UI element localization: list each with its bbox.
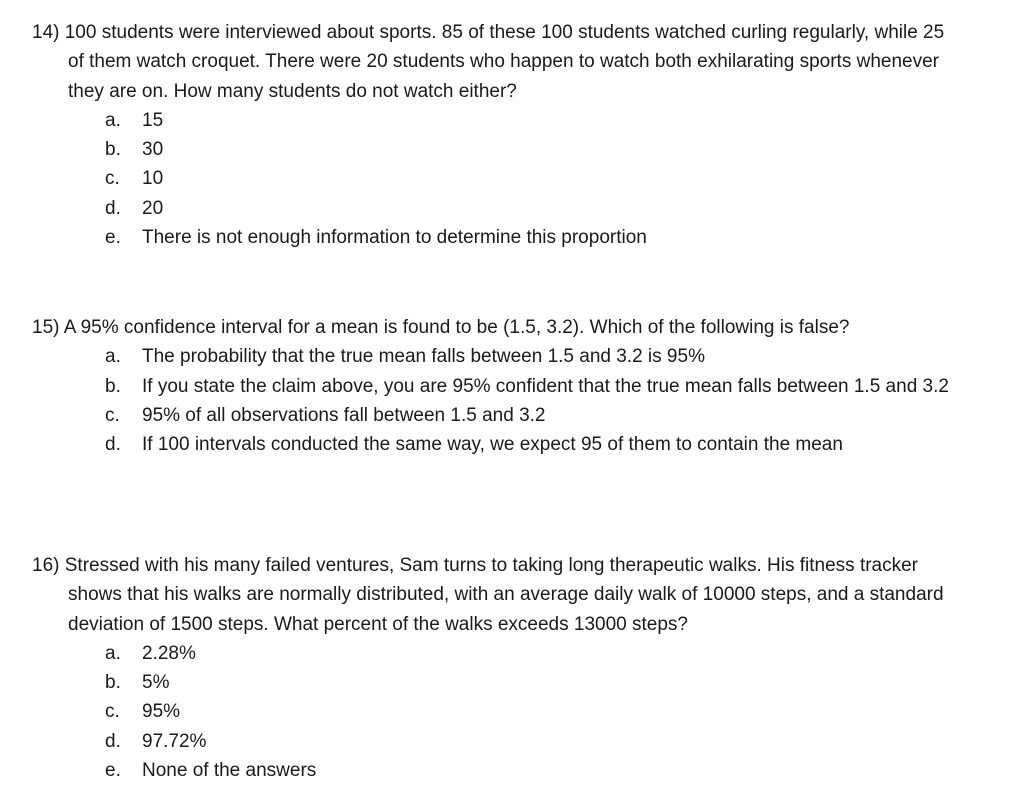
option-text: 2.28% (142, 642, 196, 664)
answer-option-a (32, 342, 962, 371)
answer-options (32, 342, 962, 459)
option-letter: b. (105, 375, 121, 397)
answer-options (32, 106, 962, 252)
answer-option-c (32, 697, 962, 726)
option-letter: c. (105, 168, 120, 190)
answer-option-c (32, 401, 962, 430)
option-letter: c. (105, 404, 120, 426)
option-text: None of the answers (142, 760, 317, 782)
option-letter: e. (105, 760, 121, 782)
question-stem: 16) Stressed with his many failed ventures, Sam turns to taking long therapeutic walks. His fitness tracker shows that his walks are normally distributed, with an average daily walk of 10000 steps, and a standard deviation of 1500 steps. What percent of the walks exceeds 13000 steps? (32, 555, 944, 635)
option-text: 30 (142, 139, 164, 161)
option-text: The probability that the true mean falls between 1.5 and 3.2 is 95% (142, 346, 705, 368)
option-letter: a. (105, 346, 121, 368)
option-text: 97.72% (142, 730, 207, 752)
option-letter: d. (105, 197, 121, 219)
answer-option-d (32, 430, 962, 459)
option-text: 5% (142, 672, 170, 694)
question-15 (32, 313, 962, 459)
option-letter: b. (105, 672, 121, 694)
option-text: 20 (142, 197, 164, 219)
answer-option-d (32, 727, 962, 756)
option-letter: d. (105, 730, 121, 752)
answer-options (32, 639, 962, 785)
option-letter: d. (105, 434, 121, 456)
answer-option-b (32, 668, 962, 697)
option-letter: e. (105, 227, 121, 249)
option-text: If 100 intervals conducted the same way, we expect 95 of them to contain the mean (142, 434, 843, 456)
question-stem: 14) 100 students were interviewed about sports. 85 of these 100 students watched curling regularly, while 25 of them watch croquet. There were 20 students who happen to watch both exhilarating sports whenever they are on. How many students do not watch either? (32, 22, 945, 102)
option-text: If you state the claim above, you are 95% confident that the true mean falls between 1.5 and 3.2 (142, 375, 949, 397)
option-letter: a. (105, 642, 121, 664)
answer-option-c (32, 164, 962, 193)
answer-option-e (32, 223, 962, 252)
answer-option-b (32, 372, 962, 401)
answer-option-e (32, 756, 962, 785)
answer-option-a (32, 106, 962, 135)
answer-option-d (32, 194, 962, 223)
option-text: There is not enough information to determine this proportion (142, 227, 647, 249)
question-stem: 15) A 95% confidence interval for a mean is found to be (1.5, 3.2). Which of the following is false? (32, 317, 850, 338)
answer-option-a (32, 639, 962, 668)
option-letter: a. (105, 109, 121, 131)
option-text: 95% of all observations fall between 1.5 and 3.2 (142, 404, 546, 426)
option-text: 15 (142, 109, 164, 131)
option-text: 95% (142, 701, 181, 723)
option-text: 10 (142, 168, 164, 190)
option-letter: c. (105, 701, 120, 723)
answer-option-b (32, 135, 962, 164)
option-letter: b. (105, 139, 121, 161)
question-16 (32, 551, 962, 785)
question-14 (32, 18, 962, 252)
